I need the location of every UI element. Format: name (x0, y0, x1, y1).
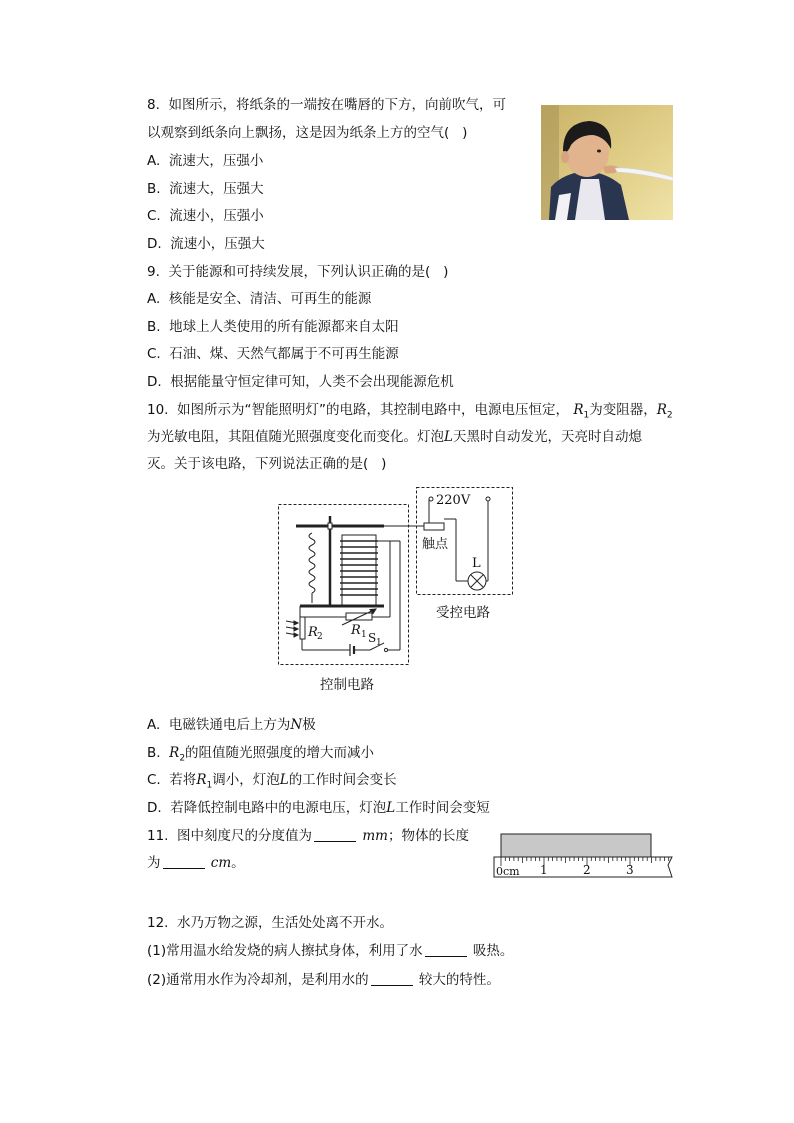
q8-option-d: D. 流速小，压强大 (147, 236, 265, 252)
r1-label: R (351, 623, 361, 638)
q9-stem: 9. 关于能源和可持续发展，下列认识正确的是( ) (147, 264, 449, 280)
q12-blank-2[interactable] (371, 972, 413, 986)
q11-unit-mm: mm (362, 828, 388, 844)
terminal-left (429, 497, 433, 501)
q12-part-1-text-a: (1)常用温水给发烧的病人擦拭身体，利用了水 (147, 943, 423, 959)
q11-unit-cm: cm (210, 855, 232, 871)
q10-option-b-text-b: 的阻值随光照强度的增大而减小 (185, 745, 375, 761)
spring (309, 533, 315, 593)
q8-stem-line2: 以观察到纸条向上飘扬，这是因为纸条上方的空气( ) (147, 125, 468, 141)
q11-text-c: 为 (147, 855, 161, 871)
q8-stem-line1: 8. 如图所示，将纸条的一端按在嘴唇的下方，向前吹气，可 (147, 97, 506, 113)
ruler-tick-label-3: 3 (626, 863, 634, 877)
q10-option-a-text-a: A. 电磁铁通电后上方为 (147, 717, 291, 733)
q10-option-b (147, 744, 374, 768)
q10-option-b-text-a: B. (147, 745, 170, 761)
q10-option-b-r: R (169, 745, 180, 761)
q12-part-2-text-a: (2)通常用水作为冷却剂，是利用水的 (147, 972, 369, 988)
contact-switch (424, 523, 444, 530)
r2-label: R (308, 625, 318, 640)
terminal-right (486, 497, 490, 501)
q12-part-1-text-b: 吸热。 (472, 943, 514, 959)
q10-stem-text-b: 为变阻器， (589, 402, 657, 418)
q8-option-c: C. 流速小，压强小 (147, 208, 264, 224)
q10-r2-subscript: 2 (666, 410, 673, 421)
q10-option-c-sub: 1 (206, 780, 213, 791)
q11-text-b: ；物体的长度 (387, 828, 469, 844)
q10-option-c-text-b: 调小，灯泡 (212, 772, 280, 788)
q10-option-c (147, 771, 397, 795)
q10-option-a (147, 716, 316, 734)
q11-stem-line1 (147, 827, 469, 845)
q11-stem-line2 (147, 854, 245, 872)
q10-option-a-n: N (290, 717, 303, 733)
q10-r2-symbol: R (656, 402, 667, 418)
q10-stem-line2 (147, 428, 642, 446)
q10-option-d-text-b: 工作时间会变短 (395, 800, 490, 816)
control-circuit-box (279, 505, 409, 665)
control-circuit-caption: 控制电路 (320, 677, 374, 693)
q12-part-1 (147, 942, 513, 960)
q12-stem: 12. 水乃万物之源，生活处处离不开水。 (147, 915, 394, 931)
q10-option-c-r: R (196, 772, 207, 788)
q10-option-c-text-c: 的工作时间会变长 (288, 772, 397, 788)
q12-part-2 (147, 971, 500, 989)
q10-option-d-text-a: D. 若降低控制电路中的电源电压，灯泡 (147, 800, 387, 816)
measured-object (501, 834, 651, 857)
q10-stem-text-c: 为光敏电阻，其阻值随光照强度变化而变化。灯泡 (147, 429, 444, 445)
s1-label: S (368, 631, 377, 645)
q12-blank-1[interactable] (425, 943, 467, 957)
ruler-zero-label: 0cm (496, 865, 520, 878)
q10-option-d-l: L (386, 800, 396, 816)
q10-stem-line1 (147, 401, 673, 425)
q11-blank-2[interactable] (163, 855, 205, 869)
q10-option-c-text-a: C. 若将 (147, 772, 197, 788)
q10-option-b-sub: 2 (179, 753, 186, 764)
q10-stem-line3: 灭。关于该电路，下列说法正确的是( ) (147, 456, 387, 472)
contact-label: 触点 (422, 537, 449, 552)
q9-option-d: D. 根据能量守恒定律可知，人类不会出现能源危机 (147, 374, 454, 390)
s1-subscript: 1 (376, 638, 382, 648)
q11-text-d: 。 (231, 855, 245, 871)
smart-light-circuit-diagram (276, 485, 518, 693)
q10-stem-text-a: 10. 如图所示为“智能照明灯”的电路，其控制电路中，电源电压恒定， (147, 402, 570, 418)
boy-blowing-paper-photo (541, 105, 673, 220)
q9-option-c: C. 石油、煤、天然气都属于不可再生能源 (147, 346, 399, 362)
ruler-figure (492, 831, 674, 881)
q8-option-a: A. 流速大，压强小 (147, 153, 264, 169)
q10-r1-subscript: 1 (583, 410, 590, 421)
q9-option-b: B. 地球上人类使用的所有能源都来自太阳 (147, 319, 399, 335)
q9-option-a: A. 核能是安全、清洁、可再生的能源 (147, 291, 372, 307)
controlled-circuit-caption: 受控电路 (436, 605, 490, 621)
r1-subscript: 1 (361, 630, 367, 640)
r2-subscript: 2 (317, 632, 323, 642)
q10-r1-symbol: R (573, 402, 584, 418)
ruler-tick-label-2: 2 (583, 863, 591, 877)
q12-part-2-text-b: 较大的特性。 (418, 972, 500, 988)
voltage-label: 220V (436, 493, 471, 508)
lamp-label: L (472, 556, 481, 571)
q10-option-a-text-b: 极 (302, 717, 316, 733)
photoresistor-r2 (300, 617, 305, 639)
q10-option-d (147, 799, 490, 817)
ruler-tick-label-1: 1 (540, 863, 548, 877)
q11-blank-1[interactable] (314, 828, 356, 842)
q10-stem-text-d: 天黑时自动发光，天亮时自动熄 (452, 429, 642, 445)
q10-option-c-l: L (279, 772, 289, 788)
q8-option-b: B. 流速大，压强大 (147, 181, 264, 197)
q11-text-a: 11. 图中刻度尺的分度值为 (147, 828, 313, 844)
q10-lamp-symbol: L (444, 429, 453, 445)
